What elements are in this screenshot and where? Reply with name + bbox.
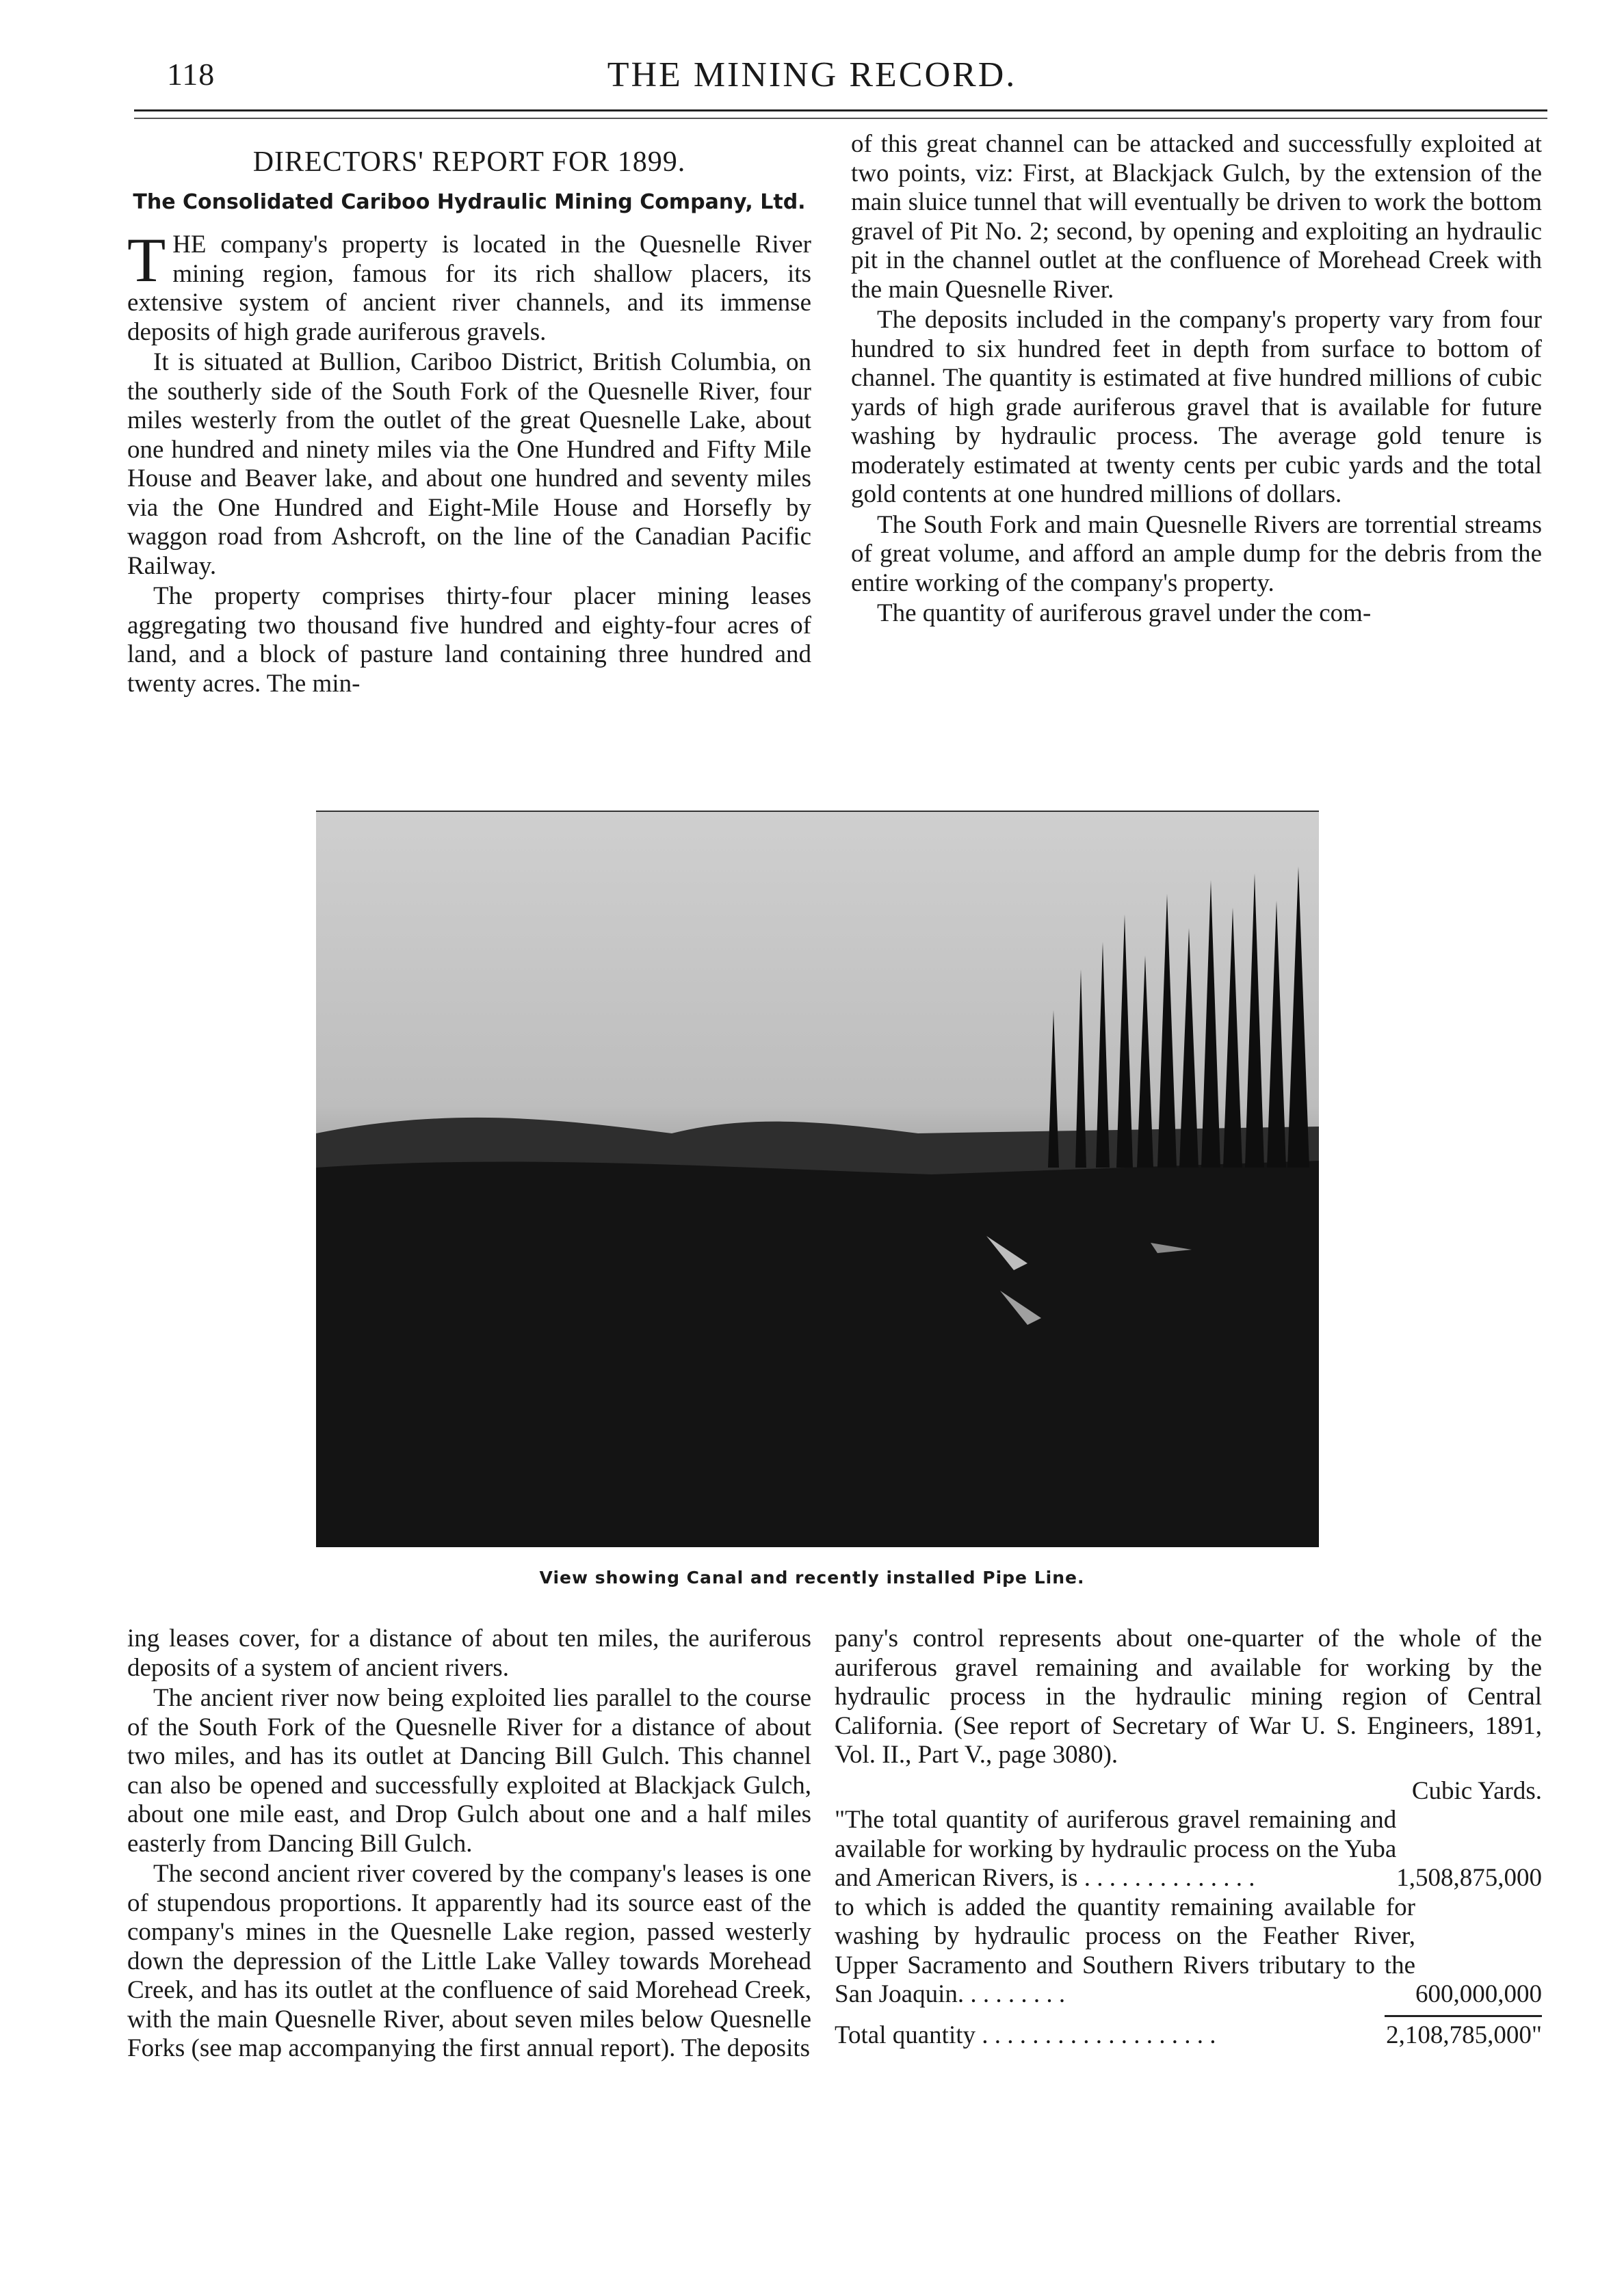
header-rule-thin: [134, 118, 1547, 119]
paragraph: The property comprises thirty-four placer mining leases aggregating two thousand five hundred and eighty-four acres of land, and a block of pasture land containing three hundred and twenty acres. The min-: [127, 582, 811, 698]
photo-caption: View showing Canal and recently installed Pipe Line.: [539, 1568, 1085, 1588]
drop-cap: T: [127, 225, 166, 295]
table-row-value: 600,000,000: [1415, 1980, 1542, 2008]
paragraph: The ancient river now being exploited lies parallel to the course of the South Fork of the Quesnelle River for a distance of about two miles, and has its outlet at Dancing Bill Gulch. This channel can also be opened and successfully exploited at Blackjack Gulch, about one mile east, and Drop Gulch about one and a half miles easterly from Dancing Bill Gulch.: [127, 1684, 811, 1858]
running-title: THE MINING RECORD.: [607, 55, 1017, 94]
total-rule: [1385, 2015, 1542, 2017]
column-bottom-right: [835, 1624, 1542, 2050]
landscape-photo: [316, 811, 1319, 1547]
total-value: 2,108,785,000": [1386, 2021, 1542, 2049]
article-subtitle: The Consolidated Cariboo Hydraulic Mining Company, Ltd.: [133, 189, 806, 214]
article-title: DIRECTORS' REPORT FOR 1899.: [252, 146, 686, 178]
table-row-text: to which is added the quantity remaining available for washing by hydraulic process on the Feather River, Upper Sacramento and Southern Rivers tributary to the San Joaquin. . . . . . . . .: [835, 1893, 1415, 2008]
paragraph: The South Fork and main Quesnelle Rivers are torrential streams of great volume, and afford an ample dump for the debris from the entire working of the company's property.: [851, 510, 1542, 597]
paragraph-text: HE company's property is located in the Quesnelle River mining region, famous for its rich shallow placers, its extensive system of ancient river channels, and its immense deposits of high grade auriferous gravels.: [127, 231, 811, 346]
page-number: 118: [167, 57, 215, 92]
paragraph: It is situated at Bullion, Cariboo District, British Columbia, on the southerly side of the South Fork of the Quesnelle River, four miles westerly from the outlet of the great Quesnelle Lake, about one hundred and ninety miles via the One Hundred and Fifty Mile House and Beaver lake, and about one hundred and seventy miles via the One Hundred and Eight-Mile House and Horsefly by waggon road from Ashcroft, on the line of the Canadian Pacific Railway.: [127, 348, 811, 580]
paragraph: The deposits included in the company's property vary from four hundred to six hundred feet in depth from surface to bottom of channel. The quantity is estimated at five hundred millions of cubic yards of high grade auriferous gravel that is available for future washing by hydraulic process. The average gold tenure is moderately estimated at twenty cents per cubic yards and the total gold contents at one hundred millions of dollars.: [851, 306, 1542, 508]
table-row: [835, 1806, 1542, 1893]
total-label: Total quantity . . . . . . . . . . . . . . . . . . .: [835, 2021, 1216, 2049]
total-row: [835, 2021, 1542, 2051]
paragraph: of this great channel can be attacked and successfully exploited at two points, viz: First, at Blackjack Gulch, by the extension of the main sluice tunnel that will eventually be driven to work the bottom gravel of Pit No. 2; second, by opening and exploiting an hydraulic pit in the channel outlet at the confluence of Morehead Creek with the main Quesnelle River.: [851, 130, 1542, 304]
paragraph: ing leases cover, for a distance of about ten miles, the auriferous deposits of a system of ancient rivers.: [127, 1624, 811, 1682]
table-header: Cubic Yards.: [1411, 1776, 1542, 1805]
paragraph: [127, 225, 811, 347]
paragraph: pany's control represents about one-quarter of the whole of the auriferous gravel remaining and available for working by the hydraulic process in the hydraulic mining region of Central California. (See report of Secretary of War U. S. Engineers, 1891, Vol. II., Part V., page 3080).: [835, 1624, 1542, 1769]
table-row-value: 1,508,875,000: [1396, 1864, 1542, 1892]
quantity-table: [835, 1806, 1542, 2050]
column-top-left: [127, 130, 811, 698]
paragraph: The quantity of auriferous gravel under the com-: [877, 599, 1372, 627]
column-bottom-left: [127, 1624, 811, 2064]
column-top-right: [851, 130, 1542, 629]
page-header: [0, 0, 1624, 120]
table-row-text: "The total quantity of auriferous gravel remaining and available for working by hydraulic process on the Yuba and American Rivers, is . . . . . . . . . . . . . .: [835, 1806, 1397, 1892]
header-rule: [134, 109, 1547, 111]
table-row: [835, 1893, 1542, 2010]
paragraph: The second ancient river covered by the company's leases is one of stupendous proportions. It apparently had its source east of the company's mines in the Quesnelle Lake region, passed westerly down the depression of the Little Lake Valley towards Morehead Creek, and has its outlet at the confluence of said Morehead Creek, with the main Quesnelle River, about seven miles below Quesnelle Forks (see map accompanying the first annual report). The deposits: [127, 1860, 811, 2062]
photo-image: [316, 812, 1319, 1547]
